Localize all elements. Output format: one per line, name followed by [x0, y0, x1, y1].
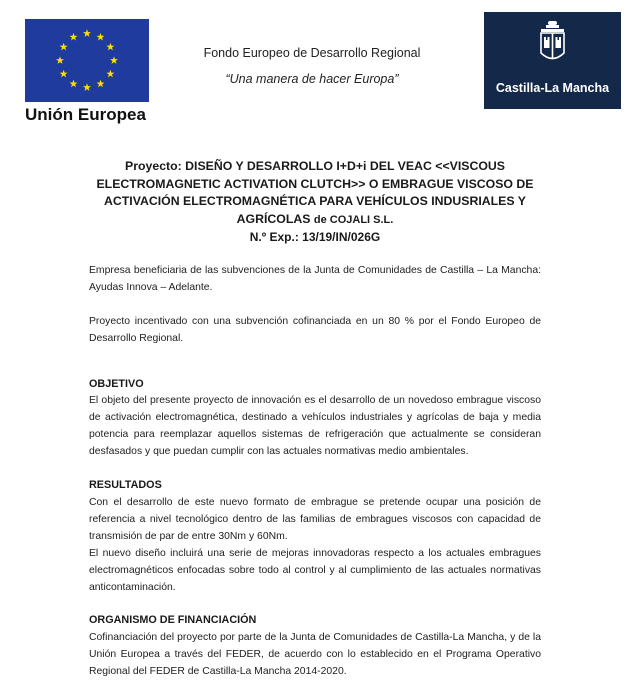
intro-subsidy: Proyecto incentivado con una subvención cofinanciada en un 80 % por el Fondo Europeo de Desarrollo Regional.: [89, 316, 541, 344]
resultados-text-2: El nuevo diseño incluirá una serie de mejoras innovadoras respecto a los actuales embragues electromagnéticos enfocadas sobre todo al control y al cumplimiento de las actuales normativas anticontaminación.: [89, 548, 541, 593]
expediente-number: N.º Exp.: 13/19/IN/026G: [249, 230, 381, 244]
eu-star-icon: [110, 56, 118, 64]
heading-objetivo: OBJETIVO: [89, 378, 144, 390]
objetivo-text: El objeto del presente proyecto de innovación es el desarrollo de un novedoso embrague viscoso de activación electromagnética, destinado a vehículos industriales y agrícolas de baja y media potencia para reemplazar aquellos sistemas de refrigeración que actualmente se consideran desfasados y que puedan cumplir con las actuales normativas medio ambientales.: [89, 395, 541, 457]
eu-star-icon: [97, 80, 105, 88]
eu-label: Unión Europea: [25, 105, 146, 124]
eu-star-icon: [70, 33, 78, 41]
castilla-la-mancha-logo: [484, 12, 621, 109]
eu-star-icon: [106, 43, 114, 51]
eu-star-icon: [83, 83, 91, 91]
eu-star-icon: [70, 80, 78, 88]
eu-stars-icon: [25, 19, 149, 102]
eu-star-icon: [106, 70, 114, 78]
intro-beneficiary: Empresa beneficiaria de las subvenciones de la Junta de Comunidades de Castilla – La Mancha: Ayudas Innova – Adelante.: [89, 265, 541, 293]
eu-flag-logo: [25, 19, 149, 102]
fund-motto: “Una manera de hacer Europa”: [225, 72, 399, 86]
heading-resultados: RESULTADOS: [89, 479, 162, 491]
eu-star-icon: [56, 56, 64, 64]
project-title: [70, 158, 560, 229]
eu-star-icon: [97, 33, 105, 41]
heading-financiacion: ORGANISMO DE FINANCIACIÓN: [89, 614, 257, 626]
eu-star-icon: [60, 70, 68, 78]
financiacion-text: Cofinanciación del proyecto por parte de la Junta de Comunidades de Castilla-La Mancha, y de la Unión Europea a través del FEDER, de acuerdo con lo establecido en el Programa Operativo Regional del FEDER de Castilla-La Mancha 2014-2020.: [89, 632, 541, 677]
resultados-text-1: Con el desarrollo de este nuevo formato de embrague se pretende ocupar una posición de referencia a nivel tecnológico dentro de las familias de embragues viscosos con capacidad de transmisión de par de entre 30Nm y 60Nm.: [89, 497, 541, 542]
eu-star-icon: [60, 43, 68, 51]
fund-name: Fondo Europeo de Desarrollo Regional: [203, 46, 421, 60]
project-title-text: Proyecto: DISEÑO Y DESARROLLO I+D+i DEL VEAC <<VISCOUS ELECTROMAGNETIC ACTIVATION CLUTCH>> O EMBRAGUE VISCOSO DE ACTIVACIÓN ELECTROMAGNÉTICA PARA VEHÍCULOS INDUSRIALES Y AGRÍCOLAS: [96, 159, 534, 226]
project-company: de COJALI S.L.: [313, 213, 394, 226]
region-name: Castilla-La Mancha: [495, 81, 610, 95]
eu-star-icon: [83, 29, 91, 37]
